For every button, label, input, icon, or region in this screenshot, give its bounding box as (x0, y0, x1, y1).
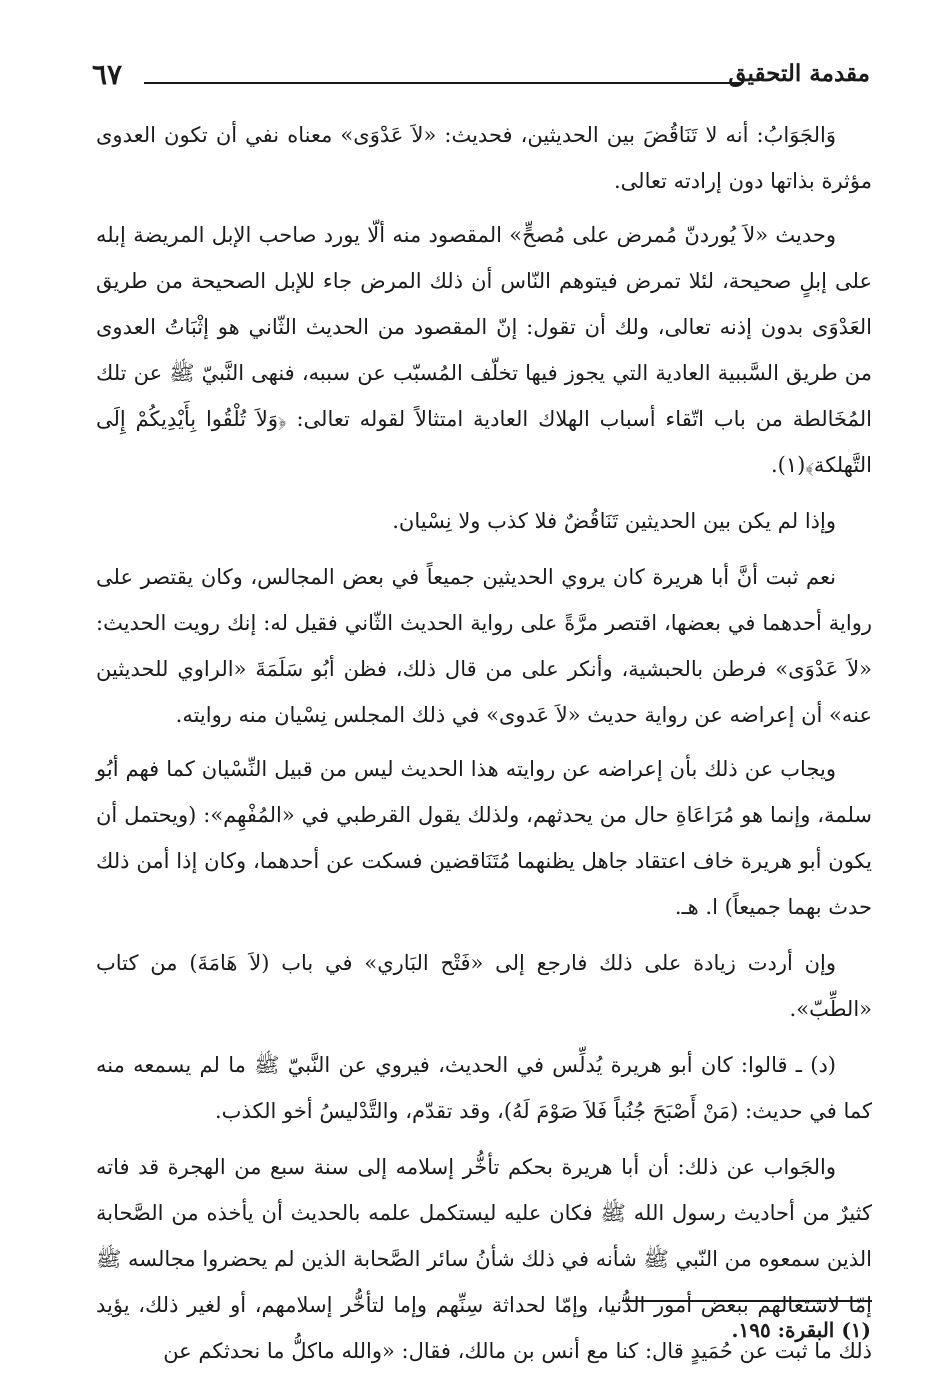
paragraph-hadith-explanation: وحديث «لاَ يُوردنّ مُمرض على مُصحٍّ» المقصود منه ألّا يورد صاحب الإبل المريضة إبله على إبلٍ صحيحة، لئلا تمرض فيتوهم النّاس أن ذلك المرض جاء للإبل الصحيحة من طريق العَدْوَى بدون إذنه تعالى، ولك أن تقول: إنّ المقصود من الحديث الثّاني هو إثْبَاتُ العدوى من طريق السَّببية العادية التي يجوز فيها تخلّف المُسبّب عن سببه، فنهى النَّبيّ ﷺ عن تلك المُخَالطة من باب اتّقاء أسباب الهلاك العادية امتثالاً لقوله تعالى: ﴿وَلاَ تُلْقُوا بِأَيْدِيكُمْ إِلَى التَّهلكة﴾(١). (96, 223, 872, 477)
paragraph-answer: وَالجَوَابُ: أنه لا تَنَاقُضَ بين الحديثين، فحديث: «لاَ عَدْوَى» معناه نفي أن تكون العدوى مؤثرة بذاتها دون إرادته تعالى. (96, 123, 872, 193)
paragraph-no-contradiction: وإذا لم يكن بين الحديثين تَنَاقُضٌ فلا كذب ولا نِسْيان. (392, 509, 836, 533)
paragraph-tadlis-answer: والجَواب عن ذلك: أن أبا هريرة بحكم تأخُّر إسلامه إلى سنة سبع من الهجرة قد فاته كثيرٌ من أحاديث رسول الله ﷺ فكان عليه ليستكمل علمه بالحديث أن يأخذه من الصَّحابة الذين سمعوه من النّبي ﷺ شأنه في ذلك شأنُ سائر الصَّحابة الذين لم يحضروا مجالسه ﷺ إمّا لاشتغالهم ببعض أمور الدُّنيا، وإمّا لحداثة سِنِّهم وإما لتأخُّر إسلامهم، أو لغير ذلك، يؤيد ذلك ما ثبت عن حُمَيدٍ قال: كنا مع أنس بن مالك، فقال: «والله ماكلُّ ما نحدثكم عن (96, 1155, 872, 1363)
paragraph-rebuttal: ويجاب عن ذلك بأن إعراضه عن روايته هذا الحديث ليس من قبيل النِّسْيان كما فهم أبُو سلمة، وإنما هو مُرَاعَاةِ حال من يحدثهم، ولذلك يقول القرطبي في «المُفْهِم»: (ويحتمل أن يكون أبو هريرة خاف اعتقاد جاهل يظنهما مُتَنَاقضين فسكت عن أحدهما، وكان إذا أمن ذلك حدث بهما جميعاً) ا. هـ. (96, 757, 872, 919)
main-text (96, 112, 872, 1382)
footnote-rule (622, 1300, 872, 1302)
page-header (92, 58, 870, 98)
footnote: (١) البقرة: ١٩٥. (731, 1318, 871, 1342)
header-rule (144, 82, 742, 84)
paragraph-abu-hurairah-narration: نعم ثبت أنَّ أبا هريرة كان يروي الحديثين جميعاً في بعض المجالس، وكان يقتصر على رواية أحدهما في بعضها، اقتصر مرَّةً على رواية الحديث الثّاني فقيل له: إنك رويت الحديث: «لاَ عَدْوَى» فرطن بالحبشية، وأنكر على من قال ذلك، فظن أبُو سَلَمَةَ «الراوي للحديثين عنه» أن إعراضه عن رواية حديث «لاَ عَدوى» في ذلك المجلس نِسْيان منه روايته. (96, 565, 872, 727)
page-number: ٦٧ (92, 58, 123, 91)
paragraph-reference: وإن أردت زيادة على ذلك فارجع إلى «فَتْح البَاري» في باب (لاَ هَامَةَ) من كتاب «الطِّبّ». (96, 951, 872, 1021)
running-title: مقدمة التحقيق (728, 60, 870, 87)
paragraph-tadlis-claim: (د) ـ قالوا: كان أبو هريرة يُدلِّس في الحديث، فيروي عن النَّبيّ ﷺ ما لم يسمعه منه كما في حديث: (مَنْ أَصْبَحَ جُنُباً فَلاَ صَوْمَ لَهُ)، وقد تقدّم، والتَّدْليسُ أخو الكذب. (96, 1053, 872, 1123)
